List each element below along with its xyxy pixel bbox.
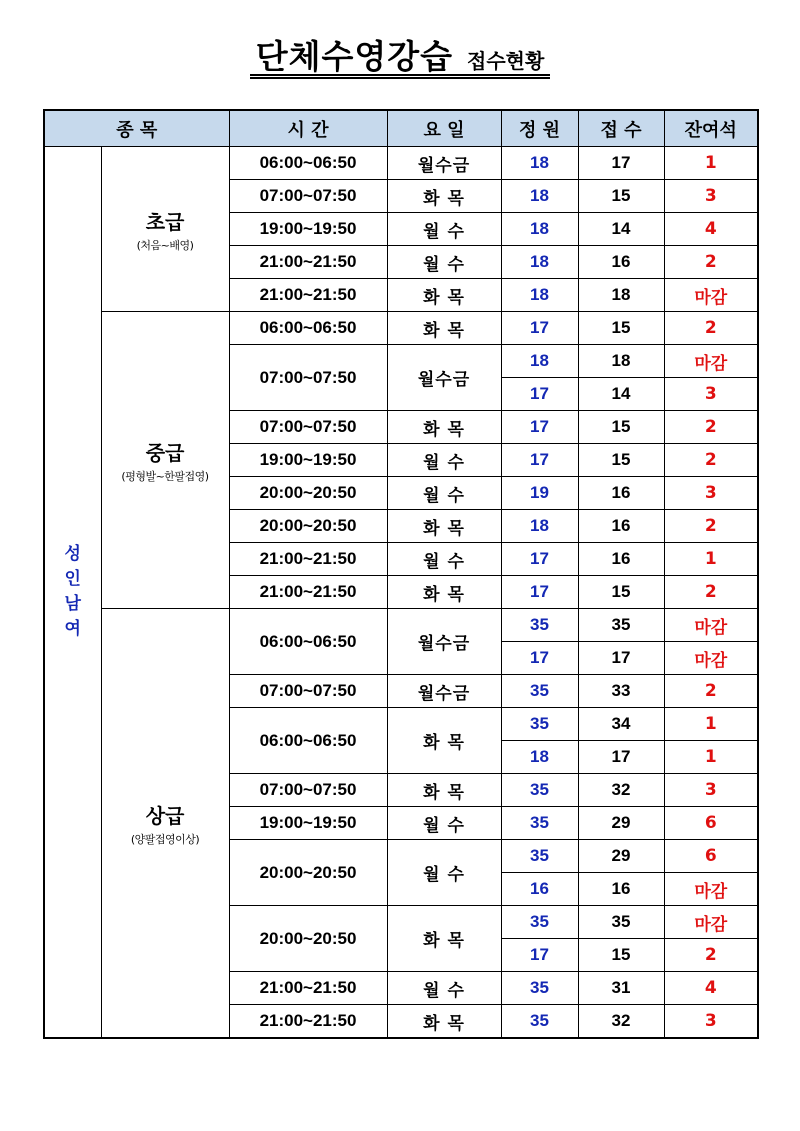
days-cell: 화 목	[387, 411, 501, 444]
days-cell: 화 목	[387, 906, 501, 972]
table-row	[44, 609, 758, 642]
registered-cell: 15	[578, 576, 664, 609]
days-cell: 화 목	[387, 1005, 501, 1039]
capacity-cell: 35	[501, 675, 578, 708]
time-cell: 20:00~20:50	[229, 906, 387, 972]
days-cell: 월수금	[387, 345, 501, 411]
header-time: 시 간	[229, 110, 387, 147]
capacity-cell: 35	[501, 1005, 578, 1039]
remaining-cell: 마감	[664, 279, 758, 312]
level-name: 중급	[145, 440, 185, 465]
remaining-cell: 1	[664, 147, 758, 180]
capacity-cell: 17	[501, 576, 578, 609]
capacity-cell: 17	[501, 312, 578, 345]
remaining-cell: 2	[664, 576, 758, 609]
capacity-cell: 35	[501, 972, 578, 1005]
level-cell-intermediate	[101, 312, 229, 609]
days-cell: 화 목	[387, 312, 501, 345]
days-cell: 월 수	[387, 444, 501, 477]
capacity-cell: 17	[501, 411, 578, 444]
registered-cell: 29	[578, 840, 664, 873]
capacity-cell: 35	[501, 708, 578, 741]
time-cell: 21:00~21:50	[229, 246, 387, 279]
capacity-cell: 35	[501, 906, 578, 939]
remaining-cell: 6	[664, 840, 758, 873]
time-cell: 21:00~21:50	[229, 279, 387, 312]
days-cell: 월 수	[387, 972, 501, 1005]
time-cell: 19:00~19:50	[229, 807, 387, 840]
capacity-cell: 19	[501, 477, 578, 510]
header-capacity: 정 원	[501, 110, 578, 147]
capacity-cell: 18	[501, 147, 578, 180]
capacity-cell: 35	[501, 807, 578, 840]
group-label: 성 인 남 여	[64, 544, 81, 639]
registered-cell: 16	[578, 543, 664, 576]
registered-cell: 32	[578, 1005, 664, 1039]
capacity-cell: 17	[501, 378, 578, 411]
registered-cell: 34	[578, 708, 664, 741]
time-cell: 06:00~06:50	[229, 708, 387, 774]
registered-cell: 16	[578, 873, 664, 906]
registered-cell: 14	[578, 378, 664, 411]
remaining-cell: 2	[664, 939, 758, 972]
remaining-cell: 2	[664, 246, 758, 279]
registered-cell: 18	[578, 279, 664, 312]
level-name: 초급	[145, 209, 185, 234]
table-row	[44, 312, 758, 345]
remaining-cell: 3	[664, 180, 758, 213]
level-desc: (양팔접영이상)	[130, 832, 200, 846]
header-category: 종 목	[44, 110, 229, 147]
header-registered: 접 수	[578, 110, 664, 147]
days-cell: 화 목	[387, 708, 501, 774]
time-cell: 20:00~20:50	[229, 840, 387, 906]
days-cell: 월 수	[387, 213, 501, 246]
registered-cell: 33	[578, 675, 664, 708]
capacity-cell: 18	[501, 279, 578, 312]
level-cell-beginner	[101, 147, 229, 312]
registered-cell: 17	[578, 642, 664, 675]
time-cell: 07:00~07:50	[229, 774, 387, 807]
level-name: 상급	[145, 803, 185, 828]
level-desc: (평형발~한팔접영)	[121, 469, 209, 483]
time-cell: 07:00~07:50	[229, 675, 387, 708]
capacity-cell: 35	[501, 774, 578, 807]
days-cell: 월 수	[387, 477, 501, 510]
capacity-cell: 17	[501, 939, 578, 972]
remaining-cell: 마감	[664, 906, 758, 939]
header-row	[44, 110, 758, 147]
registered-cell: 15	[578, 180, 664, 213]
remaining-cell: 마감	[664, 873, 758, 906]
days-cell: 월수금	[387, 609, 501, 675]
registered-cell: 16	[578, 477, 664, 510]
capacity-cell: 18	[501, 180, 578, 213]
remaining-cell: 1	[664, 708, 758, 741]
capacity-cell: 16	[501, 873, 578, 906]
header-days: 요 일	[387, 110, 501, 147]
remaining-cell: 2	[664, 411, 758, 444]
remaining-cell: 3	[664, 477, 758, 510]
registered-cell: 32	[578, 774, 664, 807]
remaining-cell: 1	[664, 543, 758, 576]
days-cell: 화 목	[387, 576, 501, 609]
days-cell: 화 목	[387, 279, 501, 312]
days-cell: 화 목	[387, 774, 501, 807]
remaining-cell: 3	[664, 378, 758, 411]
capacity-cell: 17	[501, 444, 578, 477]
registered-cell: 15	[578, 939, 664, 972]
registered-cell: 17	[578, 147, 664, 180]
remaining-cell: 2	[664, 312, 758, 345]
time-cell: 21:00~21:50	[229, 543, 387, 576]
remaining-cell: 2	[664, 675, 758, 708]
capacity-cell: 18	[501, 741, 578, 774]
time-cell: 07:00~07:50	[229, 411, 387, 444]
registered-cell: 16	[578, 510, 664, 543]
time-cell: 21:00~21:50	[229, 1005, 387, 1039]
level-desc: (처음~배영)	[136, 238, 194, 252]
capacity-cell: 35	[501, 609, 578, 642]
header-remaining: 잔여석	[664, 110, 758, 147]
time-cell: 19:00~19:50	[229, 213, 387, 246]
days-cell: 월 수	[387, 840, 501, 906]
schedule-table	[43, 109, 759, 1039]
days-cell: 월 수	[387, 246, 501, 279]
registered-cell: 29	[578, 807, 664, 840]
remaining-cell: 3	[664, 774, 758, 807]
group-cell-adult-mixed	[44, 147, 101, 1039]
page-title	[250, 37, 551, 79]
remaining-cell: 3	[664, 1005, 758, 1039]
registered-cell: 35	[578, 609, 664, 642]
days-cell: 화 목	[387, 510, 501, 543]
time-cell: 06:00~06:50	[229, 609, 387, 675]
remaining-cell: 2	[664, 510, 758, 543]
days-cell: 월 수	[387, 543, 501, 576]
registered-cell: 15	[578, 444, 664, 477]
title-block	[0, 37, 800, 79]
registered-cell: 31	[578, 972, 664, 1005]
days-cell: 월 수	[387, 807, 501, 840]
remaining-cell: 1	[664, 741, 758, 774]
title-sub: 접수현황	[467, 49, 545, 73]
remaining-cell: 마감	[664, 642, 758, 675]
time-cell: 20:00~20:50	[229, 477, 387, 510]
time-cell: 07:00~07:50	[229, 345, 387, 411]
title-main: 단체수영강습	[255, 37, 453, 76]
days-cell: 월수금	[387, 147, 501, 180]
registered-cell: 15	[578, 411, 664, 444]
days-cell: 월수금	[387, 675, 501, 708]
registered-cell: 16	[578, 246, 664, 279]
registered-cell: 18	[578, 345, 664, 378]
remaining-cell: 4	[664, 213, 758, 246]
remaining-cell: 6	[664, 807, 758, 840]
registered-cell: 17	[578, 741, 664, 774]
capacity-cell: 17	[501, 543, 578, 576]
capacity-cell: 35	[501, 840, 578, 873]
capacity-cell: 18	[501, 246, 578, 279]
capacity-cell: 17	[501, 642, 578, 675]
remaining-cell: 마감	[664, 345, 758, 378]
level-cell-advanced	[101, 609, 229, 1039]
registered-cell: 35	[578, 906, 664, 939]
remaining-cell: 2	[664, 444, 758, 477]
capacity-cell: 18	[501, 213, 578, 246]
time-cell: 07:00~07:50	[229, 180, 387, 213]
time-cell: 06:00~06:50	[229, 312, 387, 345]
time-cell: 19:00~19:50	[229, 444, 387, 477]
capacity-cell: 18	[501, 345, 578, 378]
time-cell: 21:00~21:50	[229, 576, 387, 609]
time-cell: 20:00~20:50	[229, 510, 387, 543]
time-cell: 21:00~21:50	[229, 972, 387, 1005]
capacity-cell: 18	[501, 510, 578, 543]
time-cell: 06:00~06:50	[229, 147, 387, 180]
registered-cell: 15	[578, 312, 664, 345]
days-cell: 화 목	[387, 180, 501, 213]
table-row	[44, 147, 758, 180]
registered-cell: 14	[578, 213, 664, 246]
remaining-cell: 마감	[664, 609, 758, 642]
remaining-cell: 4	[664, 972, 758, 1005]
